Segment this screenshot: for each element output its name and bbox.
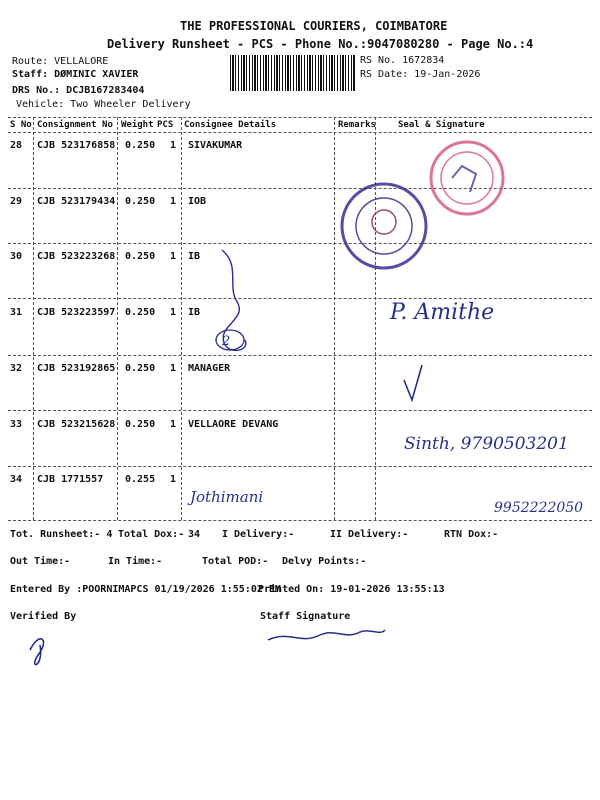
row-sno: 32 (10, 363, 23, 374)
vehicle-label: Vehicle: Two Wheeler Delivery (16, 99, 191, 110)
company-name: THE PROFESSIONAL COURIERS, COIMBATORE (180, 19, 448, 33)
handwritten-phone-row34: 9952222050 (494, 500, 584, 516)
printed-on: Printed On: 19-01-2026 13:55:13 (258, 584, 445, 595)
row-consignment: CJB 1771557 (37, 474, 104, 485)
bank-seal-stamp (342, 184, 426, 268)
row-pcs: 1 (170, 140, 177, 151)
col-header-sno: S No (10, 120, 32, 130)
row-weight: 0.250 (125, 307, 156, 318)
col-header-pcs: PCS (157, 120, 174, 130)
handwritten-note-row30: 2 (222, 334, 231, 349)
row-consignment: CJB 523192865 (37, 363, 116, 374)
handwritten-phone-row33: Sinth, 9790503201 (404, 434, 569, 454)
col-header-weight: Weight (121, 120, 154, 130)
tot-runsheet: Tot. Runsheet:- 4 (10, 529, 113, 540)
handwritten-signature-row31: P. Amithe (390, 300, 495, 325)
runsheet-subtitle: Delivery Runsheet - PCS - Phone No.:9047080280 - Page No.:4 (107, 37, 534, 51)
row-sno: 34 (10, 474, 23, 485)
row-weight: 0.250 (125, 140, 156, 151)
total-pod: Total POD:- (202, 556, 269, 567)
col-header-seal: Seal & Signature (398, 120, 485, 130)
row-consignee: VELLAORE DEVANG (188, 419, 279, 430)
in-time: In Time:- (108, 556, 163, 567)
row-sno: 28 (10, 140, 23, 151)
row-pcs: 1 (170, 307, 177, 318)
verified-by-label: Verified By (10, 611, 77, 622)
row-consignment: CJB 523179434 (37, 196, 116, 207)
out-time: Out Time:- (10, 556, 71, 567)
rs-date: RS Date: 19-Jan-2026 (360, 69, 481, 80)
row-weight: 0.250 (125, 363, 156, 374)
entered-by: Entered By :POORNIMAPCS 01/19/2026 1:55:02 PM (10, 584, 281, 595)
row-weight: 0.255 (125, 474, 156, 485)
row-sno: 33 (10, 419, 23, 430)
row-consignment: CJB 523215628 (37, 419, 116, 430)
row-consignee: MANAGER (188, 363, 231, 374)
row-pcs: 1 (170, 474, 177, 485)
ii-delivery: II Delivery:- (330, 529, 409, 540)
total-dox-label: Total Dox:- (118, 529, 185, 540)
row-consignment: CJB 523223268 (37, 251, 116, 262)
rs-number: RS No. 1672834 (360, 55, 445, 66)
row-pcs: 1 (170, 363, 177, 374)
row-consignee: IOB (188, 196, 207, 207)
pink-seal-stamp (431, 142, 503, 214)
row-weight: 0.250 (125, 251, 156, 262)
delvy-points: Delvy Points:- (282, 556, 367, 567)
total-dox-value: 34 (188, 529, 201, 540)
col-header-consignee: Consignee Details (184, 120, 277, 130)
handwritten-name-row34: Jothimani (190, 488, 264, 506)
row-weight: 0.250 (125, 196, 156, 207)
col-header-remarks: Remarks (338, 120, 376, 130)
row-consignment: CJB 523176858 (37, 140, 116, 151)
route-label: Route: VELLALORE (12, 56, 109, 67)
row-pcs: 1 (170, 196, 177, 207)
pen-tick (404, 365, 422, 400)
row-consignment: CJB 523223597 (37, 307, 116, 318)
drs-number: DRS No.: DCJB167283404 (12, 85, 145, 96)
row-sno: 30 (10, 251, 23, 262)
row-pcs: 1 (170, 419, 177, 430)
row-consignee: IB (188, 307, 201, 318)
staff-label: Staff: DØMINIC XAVIER (12, 69, 139, 80)
i-delivery: I Delivery:- (222, 529, 295, 540)
rtn-dox: RTN Dox:- (444, 529, 499, 540)
staff-signature-label: Staff Signature (260, 611, 351, 622)
row-consignee: SIVAKUMAR (188, 140, 243, 151)
col-header-consignment: Consignment No (37, 120, 113, 130)
row-sno: 31 (10, 307, 23, 318)
row-pcs: 1 (170, 251, 177, 262)
verified-signature-mark (30, 639, 43, 665)
row-weight: 0.250 (125, 419, 156, 430)
row-sno: 29 (10, 196, 23, 207)
staff-signature-mark (268, 630, 385, 640)
row-consignee: IB (188, 251, 201, 262)
